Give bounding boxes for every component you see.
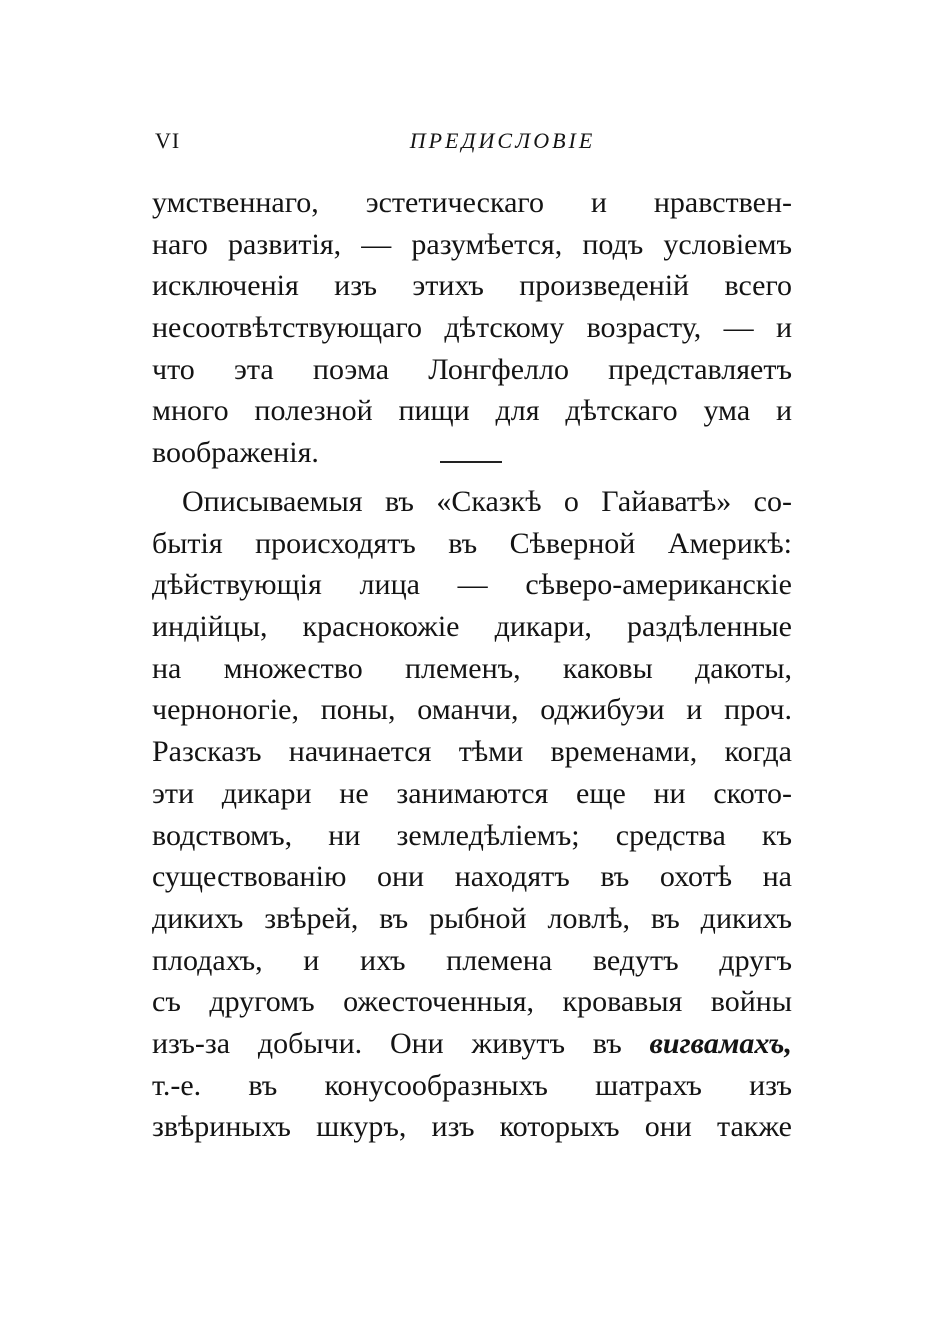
text-line: несоотвѣтствующаго дѣтскому возрасту, — и (152, 311, 792, 345)
text-line: Разсказъ начинается тѣми временами, когда (152, 735, 792, 769)
text-line: индійцы, краснокожіе дикари, раздѣленные (152, 610, 792, 644)
text-line: на множество племенъ, каковы дакоты, (152, 651, 792, 685)
text-line: дѣйствующія лица — сѣверо-американскіе (152, 568, 792, 602)
text-line: Описываемыя въ «Сказкѣ о Гайаватѣ» со- (182, 485, 792, 518)
paragraph-2 (152, 481, 792, 1148)
text-line: что эта поэма Лонгфелло представляетъ (152, 352, 792, 386)
text-line: существованію они находятъ въ охотѣ на (152, 860, 792, 894)
emphasized-word: вигвамахъ, (649, 1026, 792, 1060)
text-line: плодахъ, и ихъ племена ведутъ другъ (152, 943, 792, 977)
text-line: эти дикари не занимаются еще ни ското- (152, 776, 792, 810)
text-line: бытія происходятъ въ Сѣверной Америкѣ: (152, 526, 792, 560)
page-header (155, 128, 790, 160)
text-line: воображенія. (152, 436, 319, 470)
text-line: водствомъ, ни земледѣліемъ; средства къ (152, 818, 792, 852)
text-line: дикихъ звѣрей, въ рыбной ловлѣ, въ дикихъ (152, 901, 792, 935)
text-line (152, 1023, 792, 1065)
paragraph-1 (152, 182, 792, 474)
text-line: исключенія изъ этихъ произведеній всего (152, 269, 792, 303)
text-line: звѣриныхъ шкуръ, изъ которыхъ они также (152, 1110, 792, 1144)
text-line: съ другомъ ожесточенныя, кровавыя войны (152, 985, 792, 1019)
text-line: черноногіе, поны, оманчи, оджибуэи и проч. (152, 693, 792, 727)
running-head: ПРЕДИСЛОВІЕ (409, 128, 596, 153)
text-line: наго развитія, — разумѣется, подъ условіемъ (152, 227, 792, 261)
text-line: много полезной пищи для дѣтскаго ума и (152, 394, 792, 428)
page-number: VI (155, 128, 181, 153)
section-separator (440, 461, 502, 463)
text-line: т.-е. въ конусообразныхъ шатрахъ изъ (152, 1068, 792, 1102)
text-line: умственнаго, эстетическаго и нравствен- (152, 186, 792, 219)
text-fragment: изъ-за добычи. Они живутъ въ (152, 1026, 650, 1060)
